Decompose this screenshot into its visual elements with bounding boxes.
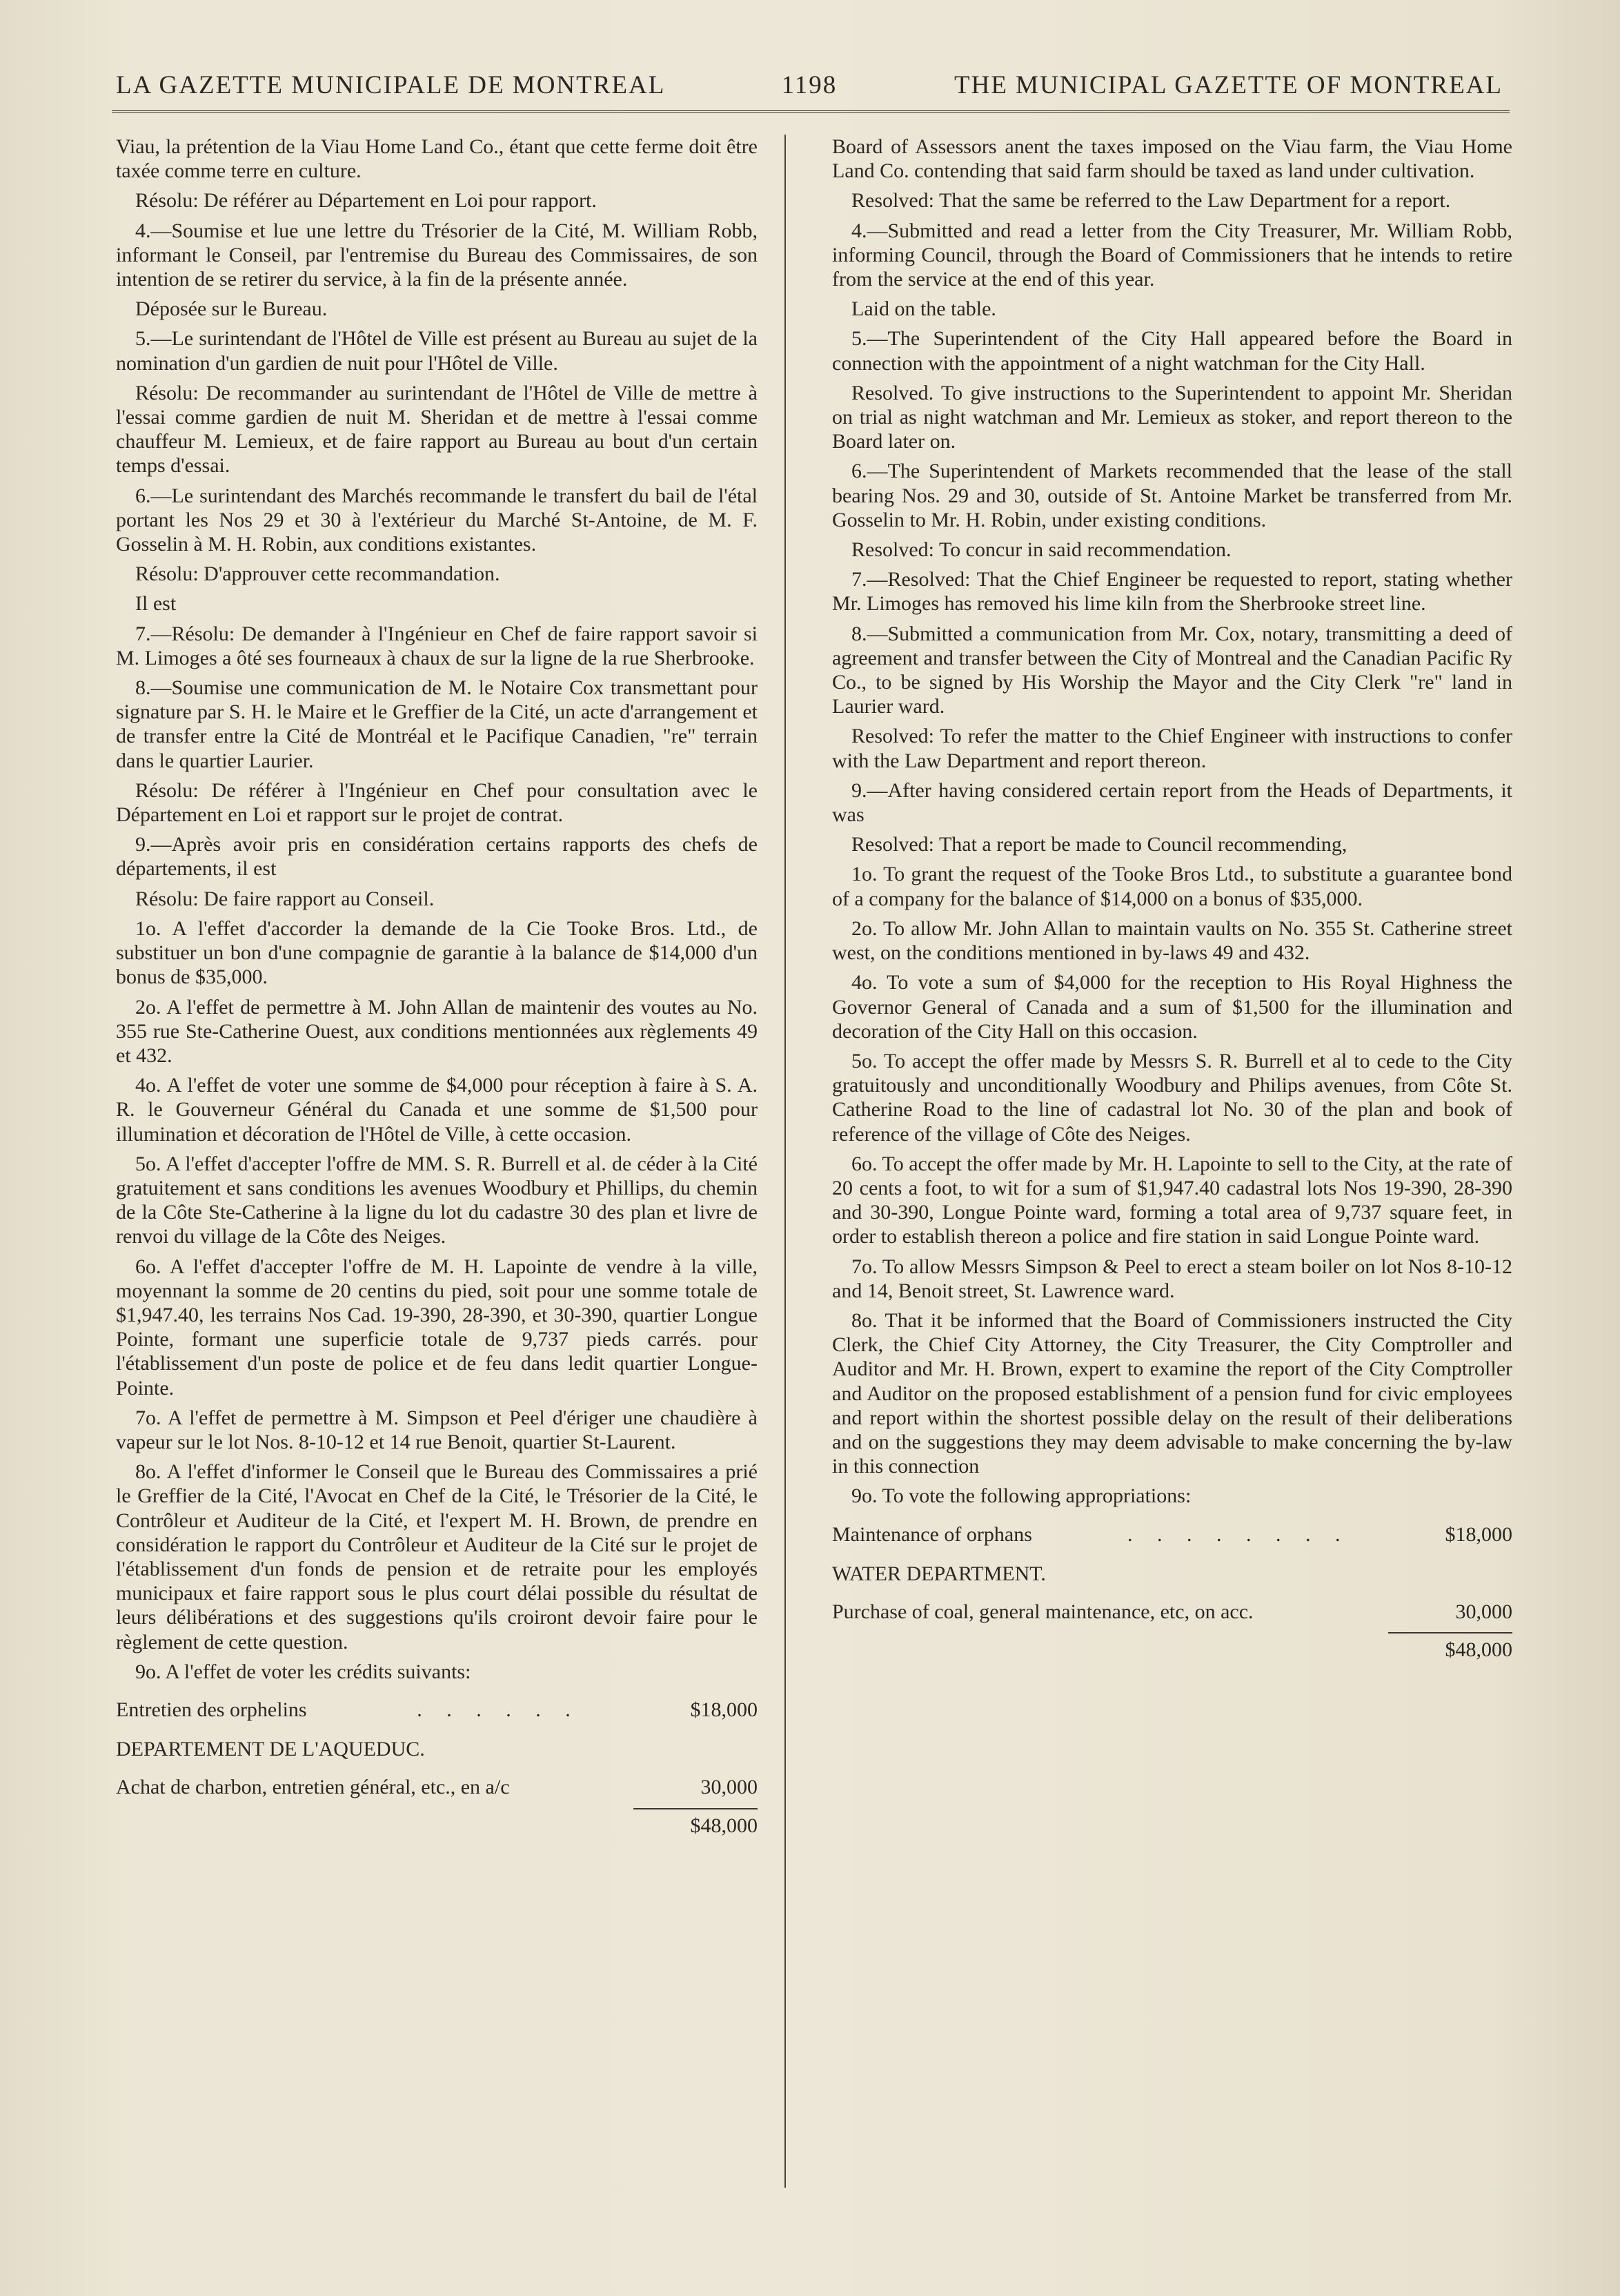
paragraph: 5.—The Superintendent of the City Hall appeared before the Board in connection with the appointment of a night watchman for the City Hall. <box>832 327 1512 375</box>
paragraph: Résolu: De référer à l'Ingénieur en Chef pour consultation avec le Département en Loi et rapport sur le projet de contrat. <box>116 778 758 827</box>
approp-amount: 30,000 <box>700 1776 758 1799</box>
paragraph: 6.—Le surintendant des Marchés recommande le transfert du bail de l'étal portant les Nos 29 et 30 à l'extérieur du Marché St-Antoine, de M. F. Gosselin à M. H. Robin, aux conditions existantes. <box>116 484 758 556</box>
french-appropriation-item <box>116 1698 758 1722</box>
total-amount: $48,000 <box>633 1808 758 1838</box>
paragraph: 6o. A l'effet d'accepter l'offre de M. H. Lapointe de vendre à la ville, moyennant la somme de 20 centins du pied, soit pour une somme totale de $1,947.40, les terrains Nos Cad. 19-390, 28-390, et 30-390, quartier Longue Pointe, formant une superficie totale de 9,737 pieds carrés. pour l'établissement d'un poste de police et de feu dans ledit quartier Longue-Pointe. <box>116 1255 758 1400</box>
paragraph: 7o. A l'effet de permettre à M. Simpson et Peel d'ériger une chaudière à vapeur sur le lot Nos. 8-10-12 et 14 rue Benoit, quartier St-Laurent. <box>116 1406 758 1453</box>
paragraph: 2o. A l'effet de permettre à M. John Allan de maintenir des voutes au No. 355 rue Ste-Catherine Ouest, aux conditions mentionnées aux règlements 49 et 432. <box>116 995 758 1067</box>
paragraph: 6.—The Superintendent of Markets recommended that the lease of the stall bearing Nos. 29 and 30, outside of St. Antoine Market be transferred from Mr. Gosselin to Mr. H. Robin, under existing conditions. <box>832 460 1512 531</box>
paragraph: Resolved: To concur in said recommendation. <box>851 538 1232 562</box>
paragraph: 1o. To grant the request of the Tooke Bros Ltd., to substitute a guarantee bond of a company for the balance of $14,000 on a bonus of $35,000. <box>832 863 1512 910</box>
paragraph: 7.—Resolved: That the Chief Engineer be requested to report, stating whether Mr. Limoges has removed his lime kiln from the Sherbrooke street line. <box>832 568 1512 616</box>
paragraph: 5o. To accept the offer made by Messrs S. R. Burrell et al to cede to the City gratuitously and unconditionally Woodbury and Philips avenues, from Côte St. Catherine Road to the line of cadastral lot No. 30 of the plan and book of reference of the village of Côte des Neiges. <box>832 1049 1512 1146</box>
approp-label: Entretien des orphelins <box>116 1698 307 1721</box>
paragraph: 8.—Soumise une communication de M. le Notaire Cox transmettant pour signature par S. H. le Maire et le Greffier de la Cité, un acte d'arrangement et de transfer entre la Cité de Montréal et le Pacifique Canadien, "re" terrain dans le quartier Laurier. <box>116 676 758 772</box>
paragraph: Resolved. To give instructions to the Superintendent to appoint Mr. Sheridan on trial as night watchman and Mr. Lemieux as stoker, and report thereon to the Board later on. <box>832 381 1512 453</box>
paragraph: Résolu: D'approuver cette recommandation. <box>135 562 500 586</box>
french-paragraphs <box>116 135 758 1684</box>
paragraph: Résolu: De référer au Département en Loi pour rapport. <box>135 189 597 213</box>
paragraph: Resolved: That the same be referred to the Law Department for a report. <box>851 189 1451 213</box>
header-rule <box>112 110 1510 116</box>
english-paragraphs <box>832 135 1512 1509</box>
paragraph: 9.—After having considered certain report from the Heads of Departments, it was <box>832 778 1512 827</box>
approp-amount: $18,000 <box>690 1698 758 1721</box>
column-divider <box>784 135 786 2188</box>
paragraph: 5.—Le surintendant de l'Hôtel de Ville est présent au Bureau au sujet de la nomination d'un gardien de nuit pour l'Hôtel de Ville. <box>116 327 758 375</box>
english-appropriation-item <box>832 1522 1512 1547</box>
page-number: 1198 <box>781 71 838 99</box>
paragraph: Déposée sur le Bureau. <box>135 297 328 321</box>
approp-leader-dots: . . . . . . <box>417 1698 580 1721</box>
header-french-title: LA GAZETTE MUNICIPALE DE MONTREAL <box>116 71 666 99</box>
paragraph: 9o. To vote the following appropriations: <box>851 1484 1192 1508</box>
paragraph: 8o. That it be informed that the Board of Commissioners instructed the City Clerk, the Chief City Attorney, the City Treasurer, the City Comptroller and Auditor and Mr. H. Brown, expert to examine the report of the City Comptroller and Auditor on the proposed establishment of a pension fund for civic employees and report within the shortest possible delay on the result of their deliberations and on the suggestions they may deem advisable to make concerning the by-law in this connection <box>832 1308 1512 1478</box>
paragraph: 1o. A l'effet d'accorder la demande de la Cie Tooke Bros. Ltd., de substituer un bon d'une compagnie de garantie à la balance de $14,000 d'un bonus de $35,000. <box>116 916 758 989</box>
paragraph: 6o. To accept the offer made by Mr. H. Lapointe to sell to the City, at the rate of 20 cents a foot, to wit for a sum of $1,947.40 cadastral lots Nos 19-390, 28-390 and 30-390, Longue Pointe ward, forming a total area of 9,737 square feet, in order to establish thereon a police and fire station in said Longue Pointe ward. <box>832 1152 1512 1248</box>
total-amount: $48,000 <box>1388 1632 1512 1662</box>
approp-amount: $18,000 <box>1445 1522 1512 1546</box>
paragraph: 9o. A l'effet de voter les crédits suivants: <box>135 1660 471 1683</box>
french-total <box>116 1808 758 1838</box>
approp-amount: 30,000 <box>1455 1600 1512 1623</box>
english-total <box>832 1632 1512 1662</box>
approp-label: Purchase of coal, general maintenance, etc, on acc. <box>832 1600 1254 1623</box>
paragraph: 4.—Soumise et lue une lettre du Trésorier de la Cité, M. William Robb, informant le Conseil, par l'entremise du Bureau des Commissaires, de son intention de se retirer du service, à la fin de la présente année. <box>116 219 758 291</box>
paragraph: 4.—Submitted and read a letter from the City Treasurer, Mr. William Robb, informing Council, through the Board of Commissioners that he intends to retire from the service at the end of this year. <box>832 219 1512 291</box>
paragraph: Board of Assessors anent the taxes imposed on the Viau farm, the Viau Home Land Co. contending that said farm should be taxed as land under cultivation. <box>832 135 1512 183</box>
paragraph: 4o. A l'effet de voter une somme de $4,000 pour réception à faire à S. A. R. le Gouverneur Général du Canada et une somme de $1,500 pour illumination et décoration de l'Hôtel de Ville, à cette occasion. <box>116 1074 758 1146</box>
english-appropriation-item <box>832 1600 1512 1624</box>
paragraph: 8o. A l'effet d'informer le Conseil que le Bureau des Commissaires a prié le Greffier de la Cité, l'Avocat en Chef de la Cité, le Trésorier de la Cité, le Contrôleur et Auditeur de la Cité, et l'expert M. H. Brown, de prendre en considération le rapport du Contrôleur et Auditeur de la Cité sur le projet de l'établissement d'un fonds de pension et de retraite pour les employés municipaux et faire rapport sous le plus court délai possible du résultat de leurs délibérations et des suggestions qu'ils croiront devoir faire pour le règlement de cette question. <box>116 1460 758 1654</box>
paragraph: Résolu: De recommander au surintendant de l'Hôtel de Ville de mettre à l'essai comme gardien de nuit M. Sheridan et de mettre à l'essai comme chauffeur M. Lemieux, et de faire rapport au Bureau au bout d'un certain temps d'essai. <box>116 381 758 478</box>
french-department-title: DEPARTEMENT DE L'AQUEDUC. <box>116 1738 425 1761</box>
english-department-title: WATER DEPARTMENT. <box>832 1562 1046 1585</box>
paragraph: 9.—Après avoir pris en considération certains rapports des chefs de départements, il est <box>116 833 758 881</box>
paragraph: Laid on the table. <box>851 297 996 321</box>
paragraph: Il est <box>135 592 177 616</box>
english-column <box>832 135 1512 1662</box>
french-column <box>116 135 758 1838</box>
approp-label: Achat de charbon, entretien général, etc., en a/c <box>116 1776 510 1799</box>
paragraph: 5o. A l'effet d'accepter l'offre de MM. S. R. Burrell et al. de céder à la Cité gratuitement et sans conditions les avenues Woodbury et Phillips, du chemin de la Côte Ste-Catherine à la ligne du lot du cadastre 30 des plan et livre de renvoi du village de la Côte des Neiges. <box>116 1152 758 1248</box>
paragraph: 7.—Résolu: De demander à l'Ingénieur en Chef de faire rapport savoir si M. Limoges a ôté ses fourneaux à chaux de sur la ligne de la rue Sherbrooke. <box>116 622 758 669</box>
approp-leader-dots: . . . . . . . . <box>1127 1522 1350 1546</box>
paragraph: 4o. To vote a sum of $4,000 for the reception to His Royal Highness the Governor General of Canada and a sum of $1,500 for the illumination and decoration of the City Hall on this occasion. <box>832 971 1512 1043</box>
paragraph: 7o. To allow Messrs Simpson & Peel to erect a steam boiler on lot Nos 8-10-12 and 14, Benoit street, St. Lawrence ward. <box>832 1255 1512 1302</box>
header-english-title: THE MUNICIPAL GAZETTE OF MONTREAL <box>954 71 1503 99</box>
paragraph: Resolved: To refer the matter to the Chief Engineer with instructions to confer with the Law Department and report thereon. <box>832 725 1512 772</box>
french-appropriation-item <box>116 1775 758 1799</box>
page-header <box>116 70 1503 112</box>
paragraph: Resolved: That a report be made to Council recommending, <box>851 833 1347 856</box>
paragraph: 8.—Submitted a communication from Mr. Cox, notary, transmitting a deed of agreement and transfer between the City of Montreal and the Canadian Pacific Ry Co., to be signed by His Worship the Mayor and the City Clerk "re" land in Laurier ward. <box>832 622 1512 718</box>
paragraph: 2o. To allow Mr. John Allan to maintain vaults on No. 355 St. Catherine street west, on the conditions mentioned in by-laws 49 and 432. <box>832 916 1512 965</box>
paragraph: Viau, la prétention de la Viau Home Land Co., étant que cette ferme doit être taxée comme terre en culture. <box>116 135 758 183</box>
paragraph: Résolu: De faire rapport au Conseil. <box>135 887 435 910</box>
approp-label: Maintenance of orphans <box>832 1522 1032 1546</box>
